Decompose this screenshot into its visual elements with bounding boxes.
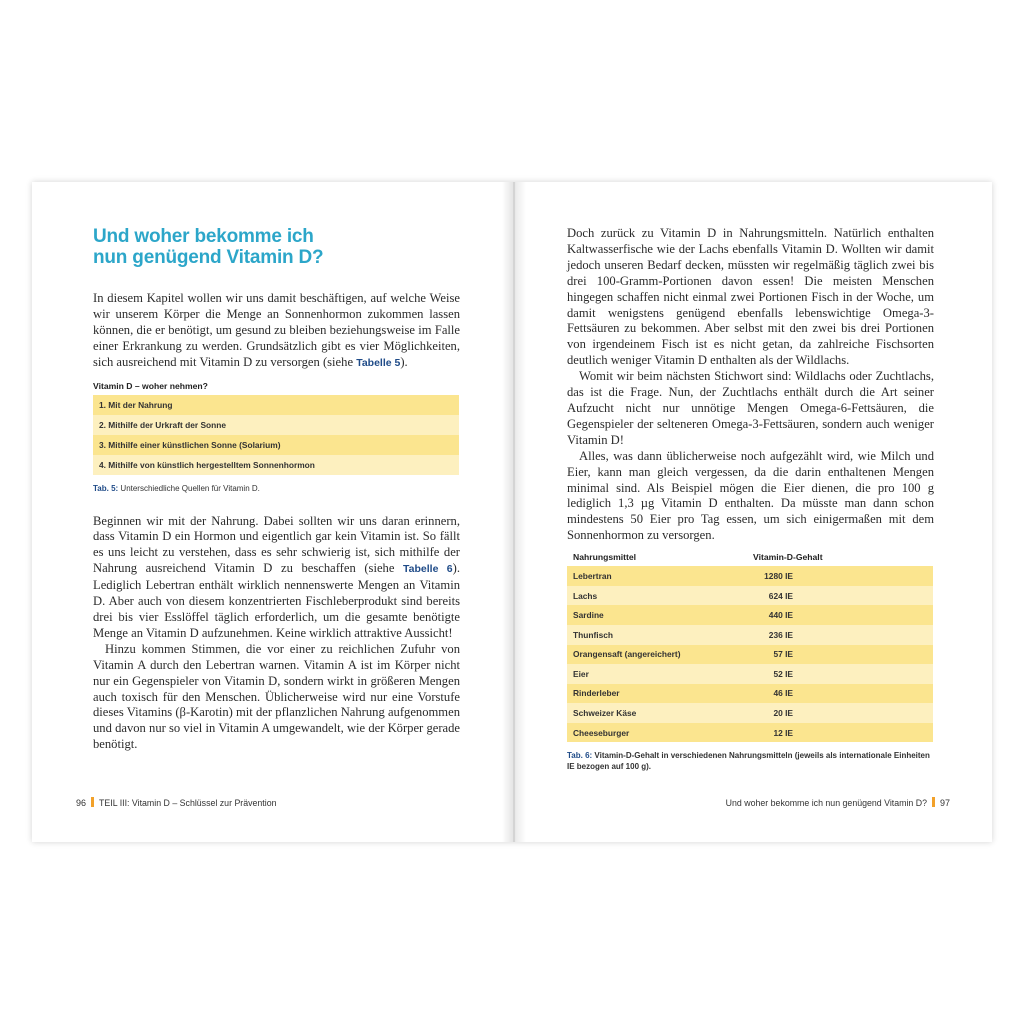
value-cell: 1280 IE bbox=[747, 566, 933, 586]
chapter-title-line2: nun genügend Vitamin D? bbox=[93, 247, 324, 268]
value-cell: 236 IE bbox=[747, 625, 933, 645]
table6-col-food: Nahrungsmittel bbox=[573, 552, 637, 563]
table-row bbox=[567, 723, 933, 743]
footer-bar-right bbox=[932, 797, 935, 807]
food-cell: Schweizer Käse bbox=[567, 703, 747, 723]
value-cell: 440 IE bbox=[747, 605, 933, 625]
right-footer bbox=[726, 797, 950, 808]
table6 bbox=[567, 548, 933, 742]
table5-caption bbox=[93, 483, 460, 494]
table-row bbox=[567, 684, 933, 704]
intro-text: In diesem Kapitel wollen wir uns damit beschäftigen, auf welche Weise wir unserem Körper die Menge an Sonnenhormon zukommen lassen können, die er benötigt, um gesund zu bleiben beziehungsweise im Falle einer Erkrankung zu werden. Grundsätzlich gibt es vier Möglichkeiten, sich ausreichend mit Vitamin D zu versorgen (siehe bbox=[93, 291, 460, 369]
right-page-content bbox=[567, 226, 934, 792]
food-cell: Rinderleber bbox=[567, 684, 747, 704]
table6-header-row bbox=[567, 548, 933, 566]
food-cell: Eier bbox=[567, 664, 747, 684]
table-row bbox=[567, 586, 933, 606]
food-cell: Cheeseburger bbox=[567, 723, 747, 743]
table5-list bbox=[93, 395, 459, 475]
value-cell: 57 IE bbox=[747, 645, 933, 665]
table-row bbox=[567, 625, 933, 645]
table-row bbox=[567, 605, 933, 625]
book-spread bbox=[32, 182, 992, 842]
left-page bbox=[32, 182, 513, 842]
table5-caption-label: Tab. 5: bbox=[93, 483, 119, 493]
table-row bbox=[567, 645, 933, 665]
page-number-right: 97 bbox=[939, 798, 950, 808]
food-cell: Orangensaft (angereichert) bbox=[567, 645, 747, 665]
value-cell: 52 IE bbox=[747, 664, 933, 684]
value-cell: 46 IE bbox=[747, 684, 933, 704]
table-row bbox=[567, 566, 933, 586]
value-cell: 12 IE bbox=[747, 723, 933, 743]
table6-reference[interactable]: Tabelle 6 bbox=[403, 563, 453, 576]
running-head-left: TEIL III: Vitamin D – Schlüssel zur Prävention bbox=[99, 798, 277, 808]
table5-title: Vitamin D – woher nehmen? bbox=[93, 380, 208, 391]
chapter-title-line1: Und woher bekomme ich bbox=[93, 226, 314, 247]
vitamin-a-paragraph: Hinzu kommen Stimmen, die vor einer zu reichlichen Zufuhr von Vitamin A durch den Lebertran warnen. Vitamin A ist im Körper nicht nur ein Gegenspieler von Vitamin D, sondern wirkt in größeren Mengen auch toxisch für den Menschen. Üblicherweise wird nur eine Vorstufe dieses Vitamins (β-Karotin) mit der pflanzlichen Nahrung aufgenommen und davon nur so viel in Vitamin A umgewandelt, wie der Körper gerade benötigt. bbox=[93, 641, 460, 752]
salmon-paragraph: Womit wir beim nächsten Stichwort sind: Wildlachs oder Zuchtlachs, das ist die Frage. Nun, der Zuchtlachs enthält durch die Art seiner Aufzucht nicht nur unnötige Mengen Omega-6-Fettsäuren, die Gegenspieler der selteneren Omega-3-Fettsäuren, sondern auch weniger Vitamin D! bbox=[567, 369, 934, 447]
left-page-content bbox=[93, 226, 460, 753]
food-cell: Lachs bbox=[567, 586, 747, 606]
chapter-title bbox=[93, 226, 460, 268]
right-page bbox=[513, 182, 992, 842]
intro-paragraph bbox=[93, 291, 460, 372]
intro-end: ). bbox=[400, 354, 408, 369]
table6-caption-text: Vitamin-D-Gehalt in verschiedenen Nahrungsmitteln (jeweils als internationale Einheiten IE bezogen auf 100 g). bbox=[567, 751, 930, 772]
table5-reference[interactable]: Tabelle 5 bbox=[356, 356, 401, 369]
fish-paragraph: Doch zurück zu Vitamin D in Nahrungsmitteln. Natürlich enthalten Kaltwasserfische wie der Lachs ebenfalls Vitamin D. Wollten wir damit jedoch unseren Bedarf decken, müssten wir regelmäßig täglich zwei bis drei 100-Gramm-Portionen davon essen! Die meisten Menschen hingegen schaffen nicht einmal zwei Portionen Fisch in der Woche, um damit wenigstens genügend ebenfalls lebenswichtige Omega-3-Fettsäuren zu bekommen. Aber selbst mit den zwei bis drei Portionen von irgendeinem Fisch ist es nicht getan, da zahlreiche Fischsorten deutlich weniger Vitamin D enthalten als der Wildlachs. bbox=[567, 226, 934, 368]
food-cell: Lebertran bbox=[567, 566, 747, 586]
table6-col-value: Vitamin-D-Gehalt bbox=[753, 552, 823, 563]
table5-item: 4. Mithilfe von künstlich hergestelltem Sonnenhormon bbox=[93, 455, 459, 475]
table5-caption-text: Unterschiedliche Quellen für Vitamin D. bbox=[118, 483, 260, 493]
table-row bbox=[567, 664, 933, 684]
table5-item: 1. Mit der Nahrung bbox=[93, 395, 459, 415]
table6-caption bbox=[567, 750, 934, 772]
page-number-left: 96 bbox=[76, 798, 87, 808]
para2-start: Beginnen wir mit der Nahrung. Dabei sollten wir uns daran erinnern, dass Vitamin D ein Hormon und eigentlich gar kein Vitamin ist. So fällt es uns leicht zu verstehen, dass es sehr schwierig ist, sich mithilfe der Nahrung ausreichend Vitamin D zu beschaffen (siehe bbox=[93, 513, 460, 576]
value-cell: 20 IE bbox=[747, 703, 933, 723]
left-footer bbox=[76, 797, 277, 808]
table6-caption-label: Tab. 6: bbox=[567, 751, 593, 761]
food-cell: Sardine bbox=[567, 605, 747, 625]
para2-end: ). Lediglich Lebertran enthält wirklich nennenswerte Mengen an Vitamin D. Aber auch von diesem konzentrierten Fischleberprodukt sind bereits drei bis vier Esslöffel täglich erforderlich, um die gesamte benötigte Menge an Vitamin D aufzunehmen. Keine wirklich attraktive Aussicht! bbox=[93, 561, 460, 640]
table5-item: 2. Mithilfe der Urkraft der Sonne bbox=[93, 415, 459, 435]
value-cell: 624 IE bbox=[747, 586, 933, 606]
table5-item: 3. Mithilfe einer künstlichen Sonne (Solarium) bbox=[93, 435, 459, 455]
running-head-right: Und woher bekomme ich nun genügend Vitamin D? bbox=[725, 798, 927, 808]
footer-bar-left bbox=[91, 797, 94, 807]
food-cell: Thunfisch bbox=[567, 625, 747, 645]
nutrition-paragraph bbox=[93, 514, 460, 642]
table-row bbox=[567, 703, 933, 723]
eggs-paragraph: Alles, was dann üblicherweise noch aufgezählt wird, wie Milch und Eier, kann man gleich vergessen, da die darin enthaltenen Mengen minimal sind. Als Beispiel mögen die Eier dienen, die pro 100 g lediglich 1,3 µg Vitamin D enthalten. Da müsste man dann schon mindestens 50 Eier pro Tag essen, um sich einigermaßen mit dem Sonnenhormon zu versorgen. bbox=[567, 448, 934, 543]
